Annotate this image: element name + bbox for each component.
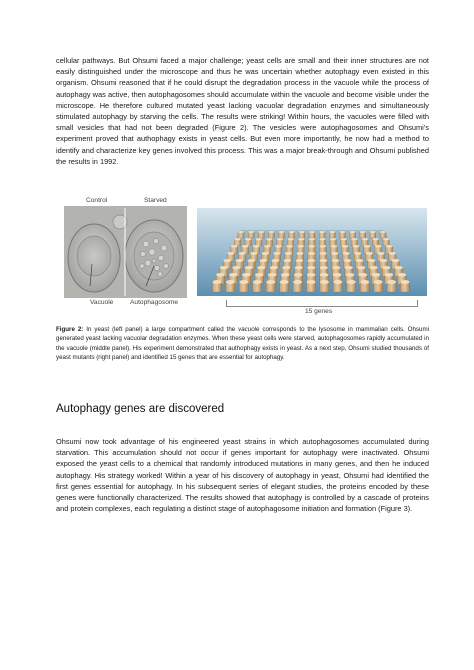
- mutant-tube-top: [307, 280, 316, 284]
- mutant-tube-top: [343, 252, 350, 255]
- mutant-tube-top: [375, 245, 382, 248]
- mutant-tube-top: [216, 273, 225, 277]
- mutant-tube-top: [309, 231, 315, 233]
- mutant-tube-top: [385, 273, 394, 277]
- mutant-tube-top: [270, 266, 278, 269]
- mutant-tube-top: [333, 273, 342, 277]
- mutant-tube-top: [307, 266, 315, 269]
- mutant-tube-top: [298, 238, 304, 240]
- mutant-tube-top: [320, 266, 328, 269]
- mutant-plate-illustration: [197, 208, 427, 296]
- label-vacuole: Vacuole: [90, 299, 114, 306]
- mutant-tube-top: [383, 238, 389, 240]
- mutant-tube-top: [351, 238, 357, 240]
- mutant-tube-top: [280, 280, 289, 284]
- mutant-tube-top: [380, 231, 386, 233]
- caption-text-1: In yeast (left panel) a large compartment called the: [83, 326, 239, 333]
- mutant-tube-top: [223, 259, 231, 262]
- mutant-tube-top: [296, 252, 303, 255]
- micrograph-image: [64, 206, 187, 298]
- label-autophagosome: Autophagosome: [130, 299, 179, 306]
- mutant-tube-top: [282, 266, 290, 269]
- mutant-tube-top: [226, 280, 235, 284]
- mutant-tube-top: [401, 280, 410, 284]
- mutant-tube-top: [330, 238, 336, 240]
- mutant-tube-top: [275, 245, 282, 248]
- mutant-tube-top: [332, 259, 340, 262]
- mutant-tube-top: [308, 252, 315, 255]
- mutant-tube-top: [268, 231, 274, 233]
- mutant-tube-top: [333, 280, 342, 284]
- mutant-tube-top: [227, 252, 234, 255]
- mutant-tube-top: [245, 238, 251, 240]
- mutant-tube-top: [372, 238, 378, 240]
- mutant-tube-top: [370, 266, 378, 269]
- mutant-tube-top: [309, 238, 315, 240]
- mutant-tube-top: [258, 231, 264, 233]
- mutant-tube-top: [256, 238, 262, 240]
- mutant-tube-top: [277, 238, 283, 240]
- caption-label: Figure 2:: [56, 326, 84, 333]
- mutant-tube-top: [356, 259, 364, 262]
- mutant-tube-top: [308, 245, 315, 248]
- mutant-tube-top: [346, 273, 355, 277]
- mutant-tube-top: [339, 231, 345, 233]
- mutant-tube-top: [319, 231, 325, 233]
- mutant-tube-top: [232, 266, 240, 269]
- figure-caption: [56, 325, 429, 363]
- mutant-tube-top: [319, 252, 326, 255]
- label-starved: Starved: [144, 197, 167, 204]
- mutant-tube-top: [268, 273, 277, 277]
- label-15-genes: 15 genes: [305, 308, 333, 315]
- mutant-tube-top: [273, 252, 280, 255]
- mutant-tube-top: [295, 266, 303, 269]
- mutant-tube-top: [242, 245, 249, 248]
- mutant-tube-top: [389, 252, 396, 255]
- mutant-tube-top: [239, 252, 246, 255]
- caption-text-2: corresponds to the lysosome in mammalian cells. Ohsumi generated yeast lacking vacuolar degradation enzymes. When these yeast cells were starved, autophagosomes rapidly accumulated in the vacuole (middle panel). His experiment demonstrated that authophagy exists in yeast. As a next step, Ohsumi studied thousands of yeast mutants (right panel) and identified 15 genes that are essential for autophagy.: [56, 326, 429, 362]
- mutant-tube-top: [353, 245, 360, 248]
- caption-emphasis: vacuole: [238, 326, 260, 333]
- mutant-tube-top: [257, 266, 265, 269]
- mutant-tube-top: [382, 266, 390, 269]
- mutant-tube-top: [259, 259, 267, 262]
- mutant-tube-top: [331, 252, 338, 255]
- mutant-tube-top: [354, 252, 361, 255]
- mutant-tube-top: [387, 280, 396, 284]
- mutant-tube-top: [366, 252, 373, 255]
- mutant-tube-top: [392, 259, 400, 262]
- mutant-tube-top: [372, 273, 381, 277]
- mutant-tube-top: [347, 280, 356, 284]
- mutant-tube-top: [229, 273, 238, 277]
- mutant-tube-top: [320, 259, 328, 262]
- label-control: Control: [86, 197, 108, 204]
- mutant-tube-top: [350, 231, 356, 233]
- mutant-tube-top: [253, 245, 260, 248]
- mutant-tube-top: [234, 238, 240, 240]
- mutant-tube-top: [364, 245, 371, 248]
- mutant-tube-top: [231, 245, 238, 248]
- mutant-tube-top: [245, 266, 253, 269]
- mutant-tube-top: [320, 273, 329, 277]
- mutant-tube-top: [272, 259, 280, 262]
- mutant-tube-top: [242, 273, 251, 277]
- mutant-tube-top: [380, 259, 388, 262]
- mutant-tube-top: [357, 266, 365, 269]
- mutant-tube-top: [308, 259, 316, 262]
- mutant-tube-top: [307, 273, 316, 277]
- mutant-tube-top: [250, 252, 257, 255]
- mutant-tube-top: [340, 238, 346, 240]
- yeast-micrograph: [64, 206, 187, 298]
- genes-scale-bracket: [226, 300, 418, 307]
- mutant-tube-top: [342, 245, 349, 248]
- figure-2: [56, 196, 430, 316]
- mutant-tube-top: [368, 259, 376, 262]
- mutant-tube-top: [319, 238, 325, 240]
- mutant-tube-top: [398, 273, 407, 277]
- mutant-tube-top: [238, 231, 244, 233]
- mutant-tube-top: [330, 245, 337, 248]
- mutant-tube-top: [332, 266, 340, 269]
- mutant-tube-top: [220, 266, 228, 269]
- mutant-tube-top: [266, 280, 275, 284]
- mutant-tube-top: [239, 280, 248, 284]
- mutant-tube-top: [386, 245, 393, 248]
- mutant-tube-top: [255, 273, 264, 277]
- mutant-tube-top: [262, 252, 269, 255]
- mutant-tube-top: [253, 280, 262, 284]
- mutant-tube-top: [293, 280, 302, 284]
- mutant-tube-top: [370, 231, 376, 233]
- mutant-tube-top: [296, 259, 304, 262]
- mutant-tube-top: [289, 231, 295, 233]
- mutant-tube-top: [285, 252, 292, 255]
- mutant-tube-top: [281, 273, 290, 277]
- mutant-tube-top: [264, 245, 271, 248]
- mutant-tube-top: [297, 245, 304, 248]
- mutant-tube-top: [377, 252, 384, 255]
- mutant-tube-top: [266, 238, 272, 240]
- mutant-tube-top: [374, 280, 383, 284]
- mutant-tube-top: [235, 259, 243, 262]
- mutant-tube-top: [345, 266, 353, 269]
- section-heading: Autophagy genes are discovered: [56, 403, 225, 415]
- mutant-tube-top: [360, 280, 369, 284]
- mutant-tube-top: [287, 238, 293, 240]
- mutant-tube-top: [320, 280, 329, 284]
- mutant-tube-top: [284, 259, 292, 262]
- mutant-tube-top: [319, 245, 326, 248]
- mutant-tube-top: [359, 273, 368, 277]
- mutant-tube-top: [299, 231, 305, 233]
- mutant-tube-top: [360, 231, 366, 233]
- mutant-tube-top: [362, 238, 368, 240]
- mutant-tube-top: [286, 245, 293, 248]
- mutant-tube-top: [294, 273, 303, 277]
- mutant-tube-top: [344, 259, 352, 262]
- mutant-tube-top: [213, 280, 222, 284]
- mutant-tube-top: [329, 231, 335, 233]
- mutant-tube-top: [279, 231, 285, 233]
- body-paragraph-1: cellular pathways. But Ohsumi faced a major challenge; yeast cells are small and their inner structures are not easily distinguished under the microscope and thus he was uncertain whether autophagy even existed in this organism. Ohsumi reasoned that if he could disrupt the degradation process in the vacuole while the process of autophagy was active, then autophagosomes should accumulate within the vacuole and become visible under the microscope. He therefore cultured mutated yeast lacking vacuolar degradation enzymes and simultaneously stimulated autophagy by starving the cells. The results were striking! Within hours, the vacuoles were filled with small vesicles that had not been degraded (Figure 2). The vesicles were autophagosomes and Ohsumi’s experiment proved that authophagy exists in yeast cells. But even more importantly, he now had a method to identify and characterize key genes involved this process. This was a major break-through and Ohsumi published the results in 1992.: [56, 56, 429, 166]
- body-paragraph-2: Ohsumi now took advantage of his engineered yeast strains in which autophagosomes accumulated during starvation. This accumulation should not occur if genes important for autophagy were inactivated. Ohsumi exposed the yeast cells to a chemical that randomly introduced mutations in many genes, and then he induced autophagy. His strategy worked! Within a year of his discovery of autophagy in yeast, Ohsumi had identified the first genes essential for autophagy. In his subsequent series of elegant studies, the proteins encoded by these genes were functionally characterized. The results showed that autophagy is controlled by a cascade of proteins and protein complexes, each regulating a distinct stage of autophagosome initiation and formation (Figure 3).: [56, 437, 429, 514]
- mutant-tube-top: [248, 231, 254, 233]
- mutant-tube-top: [247, 259, 255, 262]
- mutant-plates-image: [197, 208, 427, 296]
- mutant-tube-top: [395, 266, 403, 269]
